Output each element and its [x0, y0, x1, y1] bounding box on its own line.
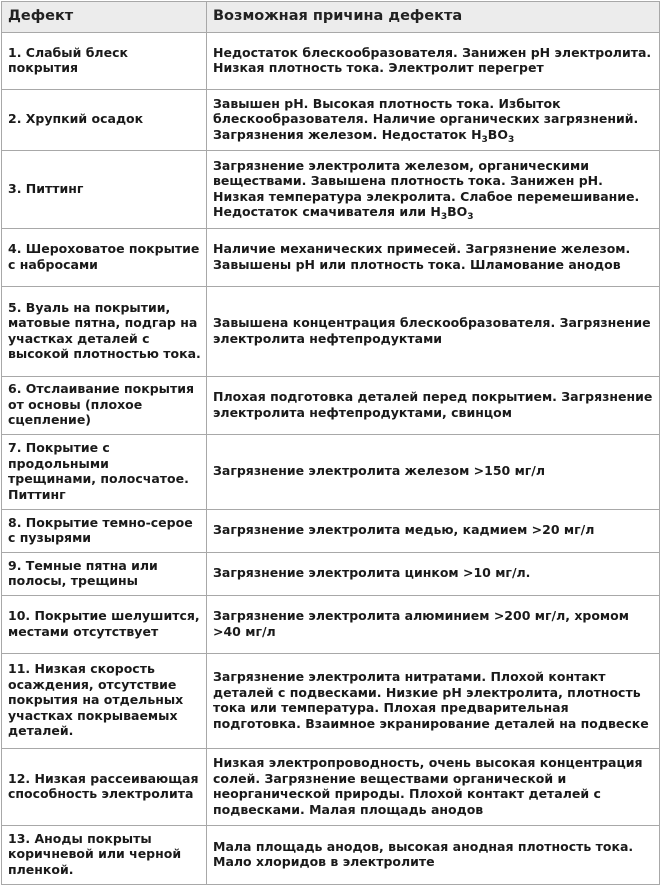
cause-text: Завышен pH. Высокая плотность тока. Избыток блескообразователя. Наличие органических загрязнений. Загрязнения железом. Недостаток H [213, 95, 639, 142]
table-row [2, 595, 660, 653]
cause-cell [207, 150, 660, 228]
cause-cell: Плохая подготовка деталей перед покрытием. Загрязнение электролита нефтепродуктами, свинцом [207, 376, 660, 434]
defect-cell: 8. Покрытие темно-серое с пузырями [2, 509, 207, 552]
cause-cell: Загрязнение электролита медью, кадмием >20 мг/л [207, 509, 660, 552]
cause-cell: Загрязнение электролита нитратами. Плохой контакт деталей с подвесками. Низкие pH электролита, плотность тока или температура. Плохая предварительная подготовка. Взаимное экранирование деталей на подвеске [207, 653, 660, 748]
cause-cell [207, 89, 660, 150]
cause-cell: Загрязнение электролита алюминием >200 мг/л, хромом >40 мг/л [207, 595, 660, 653]
header-row [2, 2, 660, 33]
table-row [2, 653, 660, 748]
table-row [2, 32, 660, 89]
subscript: 3 [440, 212, 448, 222]
defect-cell: 11. Низкая скорость осаждения, отсутствие покрытия на отдельных участках покрываемых деталей. [2, 653, 207, 748]
cause-cell: Завышена концентрация блескообразователя. Загрязнение электролита нефтепродуктами [207, 286, 660, 376]
defect-cell: 6. Отслаивание покрытия от основы (плохое сцепление) [2, 376, 207, 434]
cause-cell: Мала площадь анодов, высокая анодная плотность тока. Мало хлоридов в электролите [207, 825, 660, 884]
subscript: 3 [467, 212, 474, 222]
table-row [2, 748, 660, 825]
defect-cell: 12. Низкая рассеивающая способность электролита [2, 748, 207, 825]
cause-cell: Загрязнение электролита железом >150 мг/л [207, 434, 660, 509]
table-row [2, 434, 660, 509]
table-row [2, 228, 660, 286]
defect-cell: 9. Темные пятна или полосы, трещины [2, 552, 207, 595]
defect-cell: 4. Шероховатое покрытие с набросами [2, 228, 207, 286]
table-row [2, 286, 660, 376]
table-row [2, 376, 660, 434]
cause-text: Недостаток блескообразователя. Занижен pH электролита. [213, 44, 652, 60]
cause-text: Низкая плотность тока. Электролит перегрет [213, 60, 544, 75]
table-row [2, 552, 660, 595]
cause-cell: Низкая электропроводность, очень высокая концентрация солей. Загрязнение веществами органической и неорганической природы. Плохой контакт деталей с подвесками. Малая площадь анодов [207, 748, 660, 825]
header-cause: Возможная причина дефекта [207, 2, 660, 33]
cause-cell: Наличие механических примесей. Загрязнение железом. Завышены pH или плотность тока. Шламование анодов [207, 228, 660, 286]
cause-text: BO [447, 204, 468, 219]
defect-cell: 5. Вуаль на покрытии, матовые пятна, подгар на участках деталей с высокой плотностью тока. [2, 286, 207, 376]
cause-cell [207, 32, 660, 89]
table-row [2, 825, 660, 884]
defect-cell: 3. Питтинг [2, 150, 207, 228]
subscript: 3 [481, 134, 488, 145]
header-defect: Дефект [2, 2, 207, 33]
table-row [2, 509, 660, 552]
defect-cell: 7. Покрытие с продольными трещинами, полосчатое. Питтинг [2, 434, 207, 509]
defect-cell: 1. Слабый блеск покрытия [2, 32, 207, 89]
table-row [2, 150, 660, 228]
cause-text: Загрязнение электролита железом, органическими веществами. Завышена плотность тока. Занижен pH. Низкая температура элекролита. Слабое перемешивание. Недостаток смачивателя или H [213, 157, 640, 219]
cause-cell: Загрязнение электролита цинком >10 мг/л. [207, 552, 660, 595]
defect-cell: 10. Покрытие шелушится, местами отсутствует [2, 595, 207, 653]
defect-cell: 13. Аноды покрыты коричневой или черной пленкой. [2, 825, 207, 884]
defects-table [1, 1, 660, 885]
defect-cell: 2. Хрупкий осадок [2, 89, 207, 150]
subscript: 3 [507, 134, 515, 145]
table-row [2, 89, 660, 150]
cause-text: BO [487, 126, 508, 142]
